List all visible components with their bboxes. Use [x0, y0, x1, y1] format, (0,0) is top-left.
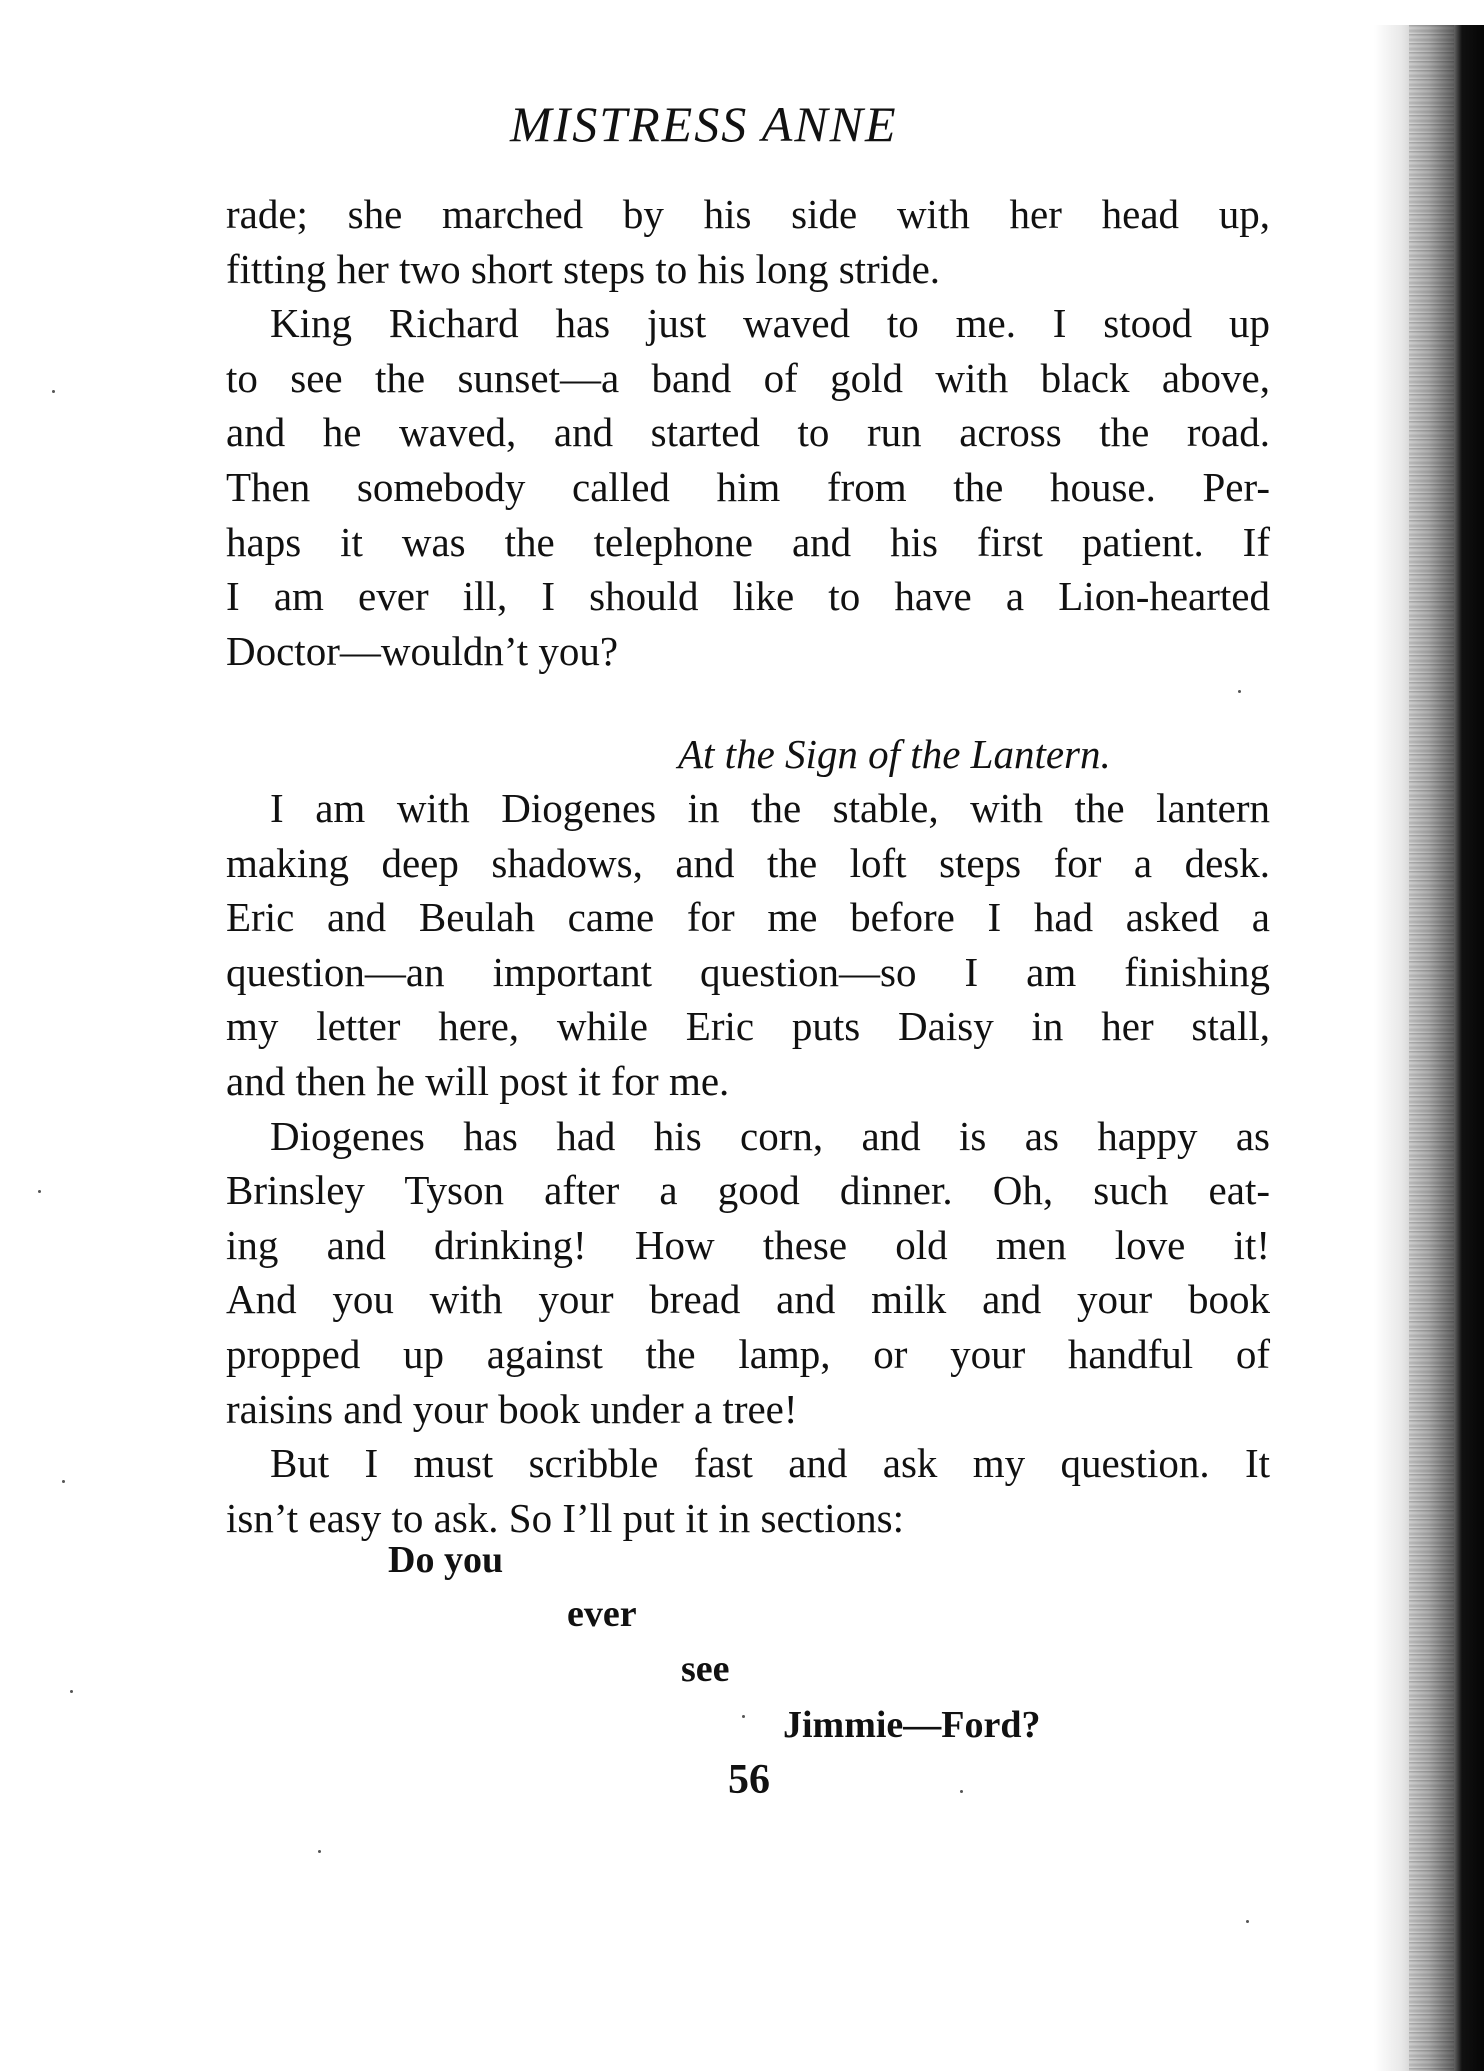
- page-number: 56: [728, 1757, 770, 1803]
- text-line: raisins and your book under a tree!: [226, 1385, 798, 1432]
- text-line: haps it was the telephone and his first patient. If: [226, 518, 1270, 565]
- text-block-bottom: [226, 781, 1270, 1545]
- question-step: ever: [567, 1593, 637, 1635]
- text-line: making deep shadows, and the loft steps for a desk.: [226, 839, 1270, 886]
- question-step: see: [681, 1648, 730, 1690]
- text-line: and he waved, and started to run across the road.: [226, 409, 1270, 456]
- text-line: I am with Diogenes in the stable, with the lantern: [270, 785, 1270, 831]
- text-line: But I must scribble fast and ask my question. It: [270, 1440, 1270, 1487]
- text-line: And you with your bread and milk and your book: [226, 1276, 1270, 1323]
- question-step: Do you: [388, 1539, 504, 1581]
- text-line: I am ever ill, I should like to have a Lion-hearted: [226, 573, 1270, 620]
- paragraph: [226, 1436, 1270, 1545]
- text-line: Doctor—wouldn’t you?: [226, 627, 619, 674]
- running-head: MISTRESS ANNE: [510, 96, 898, 152]
- text-line: Diogenes has had his corn, and is as happy as: [270, 1112, 1270, 1159]
- text-line: isn’t easy to ask. So I’ll put it in sections:: [226, 1494, 904, 1541]
- text-line: question—an important question—so I am finishing: [226, 948, 1270, 995]
- text-block-top: [226, 187, 1270, 678]
- text-line: and then he will post it for me.: [226, 1057, 730, 1104]
- text-line: King Richard has just waved to me. I stood up: [270, 300, 1270, 347]
- paragraph: [226, 187, 1270, 296]
- paragraph: [226, 781, 1270, 1109]
- text-line: Brinsley Tyson after a good dinner. Oh, such eat-: [226, 1167, 1270, 1214]
- text-line: to see the sunset—a band of gold with black above,: [226, 354, 1270, 401]
- text-line: Eric and Beulah came for me before I had asked a: [226, 894, 1270, 941]
- paragraph: [226, 1109, 1270, 1437]
- text-line: Then somebody called him from the house. Per-: [226, 463, 1270, 510]
- text-line: rade; she marched by his side with her head up,: [226, 191, 1270, 237]
- section-heading: At the Sign of the Lantern.: [678, 731, 1111, 777]
- question-step: Jimmie—Ford?: [783, 1704, 1041, 1746]
- text-line: ing and drinking! How these old men love it!: [226, 1221, 1270, 1268]
- text-line: my letter here, while Eric puts Daisy in her stall,: [226, 1003, 1270, 1050]
- paragraph: [226, 296, 1270, 678]
- text-line: propped up against the lamp, or your handful of: [226, 1330, 1270, 1377]
- text-line: fitting her two short steps to his long stride.: [226, 245, 941, 292]
- binding-gutter-texture: [1409, 25, 1454, 2071]
